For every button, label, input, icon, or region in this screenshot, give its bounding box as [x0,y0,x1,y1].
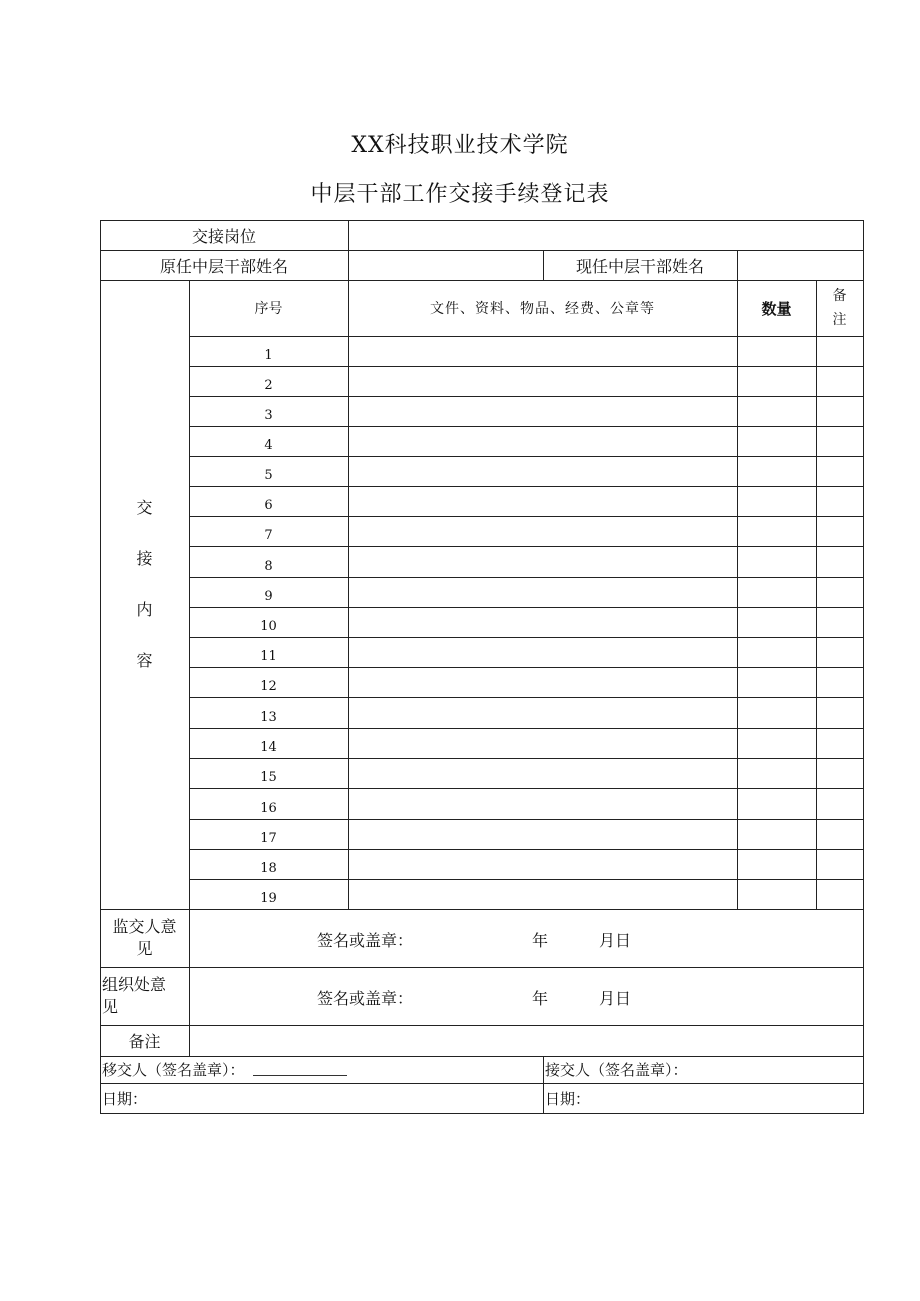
row-qty-field[interactable] [737,366,816,396]
column-header-seq: 序号 [254,301,283,317]
row-qty-field[interactable] [737,667,816,697]
row-seq-number: 15 [260,770,277,785]
handover-signature-label: 移交人（签名盖章）： [102,1061,245,1079]
row-note-field[interactable] [816,819,863,849]
row-seq-number: 7 [264,528,273,543]
org-monthday-label: 月日 [598,988,631,1008]
row-item-field[interactable] [348,637,737,667]
row-note-field[interactable] [816,396,863,426]
column-header-qty: 数量 [761,299,792,318]
row-item-field[interactable] [348,396,737,426]
row-qty-field[interactable] [737,516,816,546]
row-item-field[interactable] [348,788,737,819]
row-note-field[interactable] [816,728,863,758]
row-seq-number: 14 [260,740,277,755]
org-label-line: 见 [102,997,119,1016]
row-qty-field[interactable] [737,577,816,607]
row-item-field[interactable] [348,728,737,758]
row-item-field[interactable] [348,366,737,396]
row-seq-number: 2 [264,378,273,393]
org-sign-label: 签名或盖章： [316,988,413,1008]
row-seq-number: 12 [260,679,277,694]
row-qty-field[interactable] [737,486,816,516]
supervisor-sign-label: 签名或盖章： [316,930,413,950]
form-title: 中层干部工作交接手续登记表 [310,182,610,207]
row-note-field[interactable] [816,426,863,456]
row-qty-field[interactable] [737,426,816,456]
org-year-label: 年 [531,988,548,1008]
side-label-char: 容 [136,651,153,670]
row-note-field[interactable] [816,577,863,607]
grid-line-h [100,1113,864,1114]
row-note-field[interactable] [816,336,863,366]
current-name-field[interactable] [737,250,863,280]
row-item-field[interactable] [348,456,737,486]
receiver-signature-label: 接交人（签名盖章）： [545,1061,688,1079]
row-qty-field[interactable] [737,336,816,366]
side-label-char: 接 [136,549,153,568]
row-item-field[interactable] [348,849,737,879]
row-qty-field[interactable] [737,728,816,758]
row-seq-number: 11 [260,649,277,664]
supervisor-monthday-label: 月日 [598,930,631,950]
supervisor-label-line: 见 [136,939,153,958]
row-item-field[interactable] [348,607,737,637]
school-title: XX科技职业技术学院 [351,133,569,158]
row-qty-field[interactable] [737,637,816,667]
side-label-char: 内 [136,600,153,619]
row-qty-field[interactable] [737,607,816,637]
row-note-field[interactable] [816,366,863,396]
row-item-field[interactable] [348,697,737,728]
row-note-field[interactable] [816,516,863,546]
row-seq-number: 8 [264,559,273,574]
handover-signature [100,1056,543,1083]
row-note-field[interactable] [816,697,863,728]
row-seq-number: 19 [260,891,277,906]
column-header-note-char: 注 [832,312,847,328]
row-seq-number: 18 [260,861,277,876]
row-item-field[interactable] [348,426,737,456]
handover-signature-blank[interactable] [253,1063,347,1076]
row-note-field[interactable] [816,758,863,788]
row-seq-number: 10 [260,619,277,634]
row-note-field[interactable] [816,486,863,516]
row-item-field[interactable] [348,516,737,546]
supervisor-opinion-label [100,909,189,967]
row-note-field[interactable] [816,607,863,637]
row-qty-field[interactable] [737,788,816,819]
row-item-field[interactable] [348,546,737,577]
row-item-field[interactable] [348,758,737,788]
handover-content-label [100,280,189,909]
former-name-field[interactable] [348,250,543,280]
position-label: 交接岗位 [191,226,256,246]
side-label-char: 交 [136,498,153,517]
row-note-field[interactable] [816,849,863,879]
row-note-field[interactable] [816,456,863,486]
supervisor-year-label: 年 [531,930,548,950]
row-note-field[interactable] [816,879,863,909]
row-seq-number: 1 [264,348,273,363]
row-seq-number: 3 [264,408,273,423]
current-name-label: 现任中层干部姓名 [575,256,704,276]
row-item-field[interactable] [348,879,737,909]
row-seq-number: 5 [264,468,273,483]
row-item-field[interactable] [348,819,737,849]
position-field[interactable] [348,220,863,250]
row-item-field[interactable] [348,486,737,516]
row-seq-number: 13 [260,710,277,725]
row-qty-field[interactable] [737,396,816,426]
remarks-label: 备注 [128,1032,161,1051]
org-label-line: 组织处意 [102,975,167,994]
row-qty-field[interactable] [737,849,816,879]
row-note-field[interactable] [816,637,863,667]
row-item-field[interactable] [348,667,737,697]
row-note-field[interactable] [816,546,863,577]
row-seq-number: 16 [260,801,277,816]
remarks-field[interactable] [189,1025,863,1056]
row-seq-number: 9 [264,589,273,604]
row-qty-field[interactable] [737,546,816,577]
row-qty-field[interactable] [737,758,816,788]
supervisor-label-line: 监交人意 [112,917,177,936]
column-header-note [816,280,863,336]
row-seq-number: 17 [260,831,277,846]
handover-date-label: 日期： [102,1089,148,1108]
row-qty-field[interactable] [737,456,816,486]
row-seq-number: 4 [264,438,273,453]
row-seq-number: 6 [264,498,273,513]
column-header-items: 文件、资料、物品、经费、公章等 [430,301,655,317]
row-qty-field[interactable] [737,879,816,909]
receiver-date-label: 日期： [545,1089,591,1108]
org-opinion-label [100,967,189,1025]
row-note-field[interactable] [816,667,863,697]
row-item-field[interactable] [348,336,737,366]
former-name-label: 原任中层干部姓名 [159,256,288,276]
row-note-field[interactable] [816,788,863,819]
row-item-field[interactable] [348,577,737,607]
row-qty-field[interactable] [737,819,816,849]
column-header-note-char: 备 [832,288,847,304]
row-qty-field[interactable] [737,697,816,728]
grid-line-v [863,220,864,1114]
